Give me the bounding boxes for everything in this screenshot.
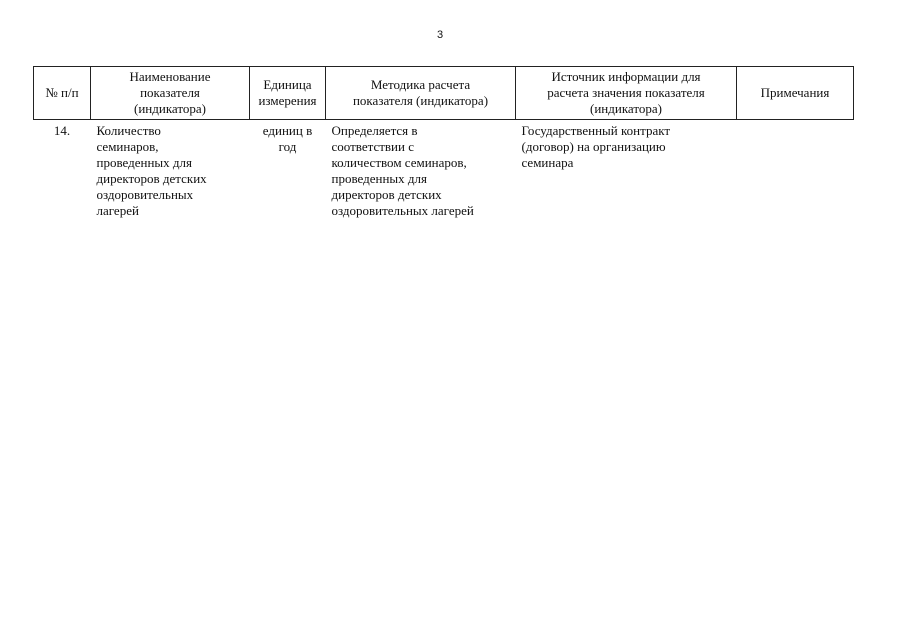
header-number: № п/п <box>34 67 91 120</box>
table-row <box>34 120 854 220</box>
row-method: Определяется в соответствии с количеством семинаров, проведенных для директоров детских оздоровительных лагерей <box>331 123 474 218</box>
row-indicator-name: Количество семинаров, проведенных для директоров детских оздоровительных лагерей <box>96 123 207 218</box>
page-number: 3 <box>437 29 444 41</box>
header-unit: Единица измерения <box>250 67 326 120</box>
table-header-row <box>34 67 854 120</box>
row-source: Государственный контракт (договор) на организацию семинара <box>521 123 671 170</box>
header-method: Методика расчета показателя (индикатора) <box>326 67 516 120</box>
row-unit: единиц в год <box>262 123 313 154</box>
indicators-table <box>33 66 854 219</box>
row-number: 14. <box>53 123 71 138</box>
header-source: Источник информации для расчета значения показателя (индикатора) <box>516 67 737 120</box>
header-indicator-name: Наименование показателя (индикатора) <box>91 67 250 120</box>
row-notes <box>737 120 854 220</box>
header-notes: Примечания <box>737 67 854 120</box>
